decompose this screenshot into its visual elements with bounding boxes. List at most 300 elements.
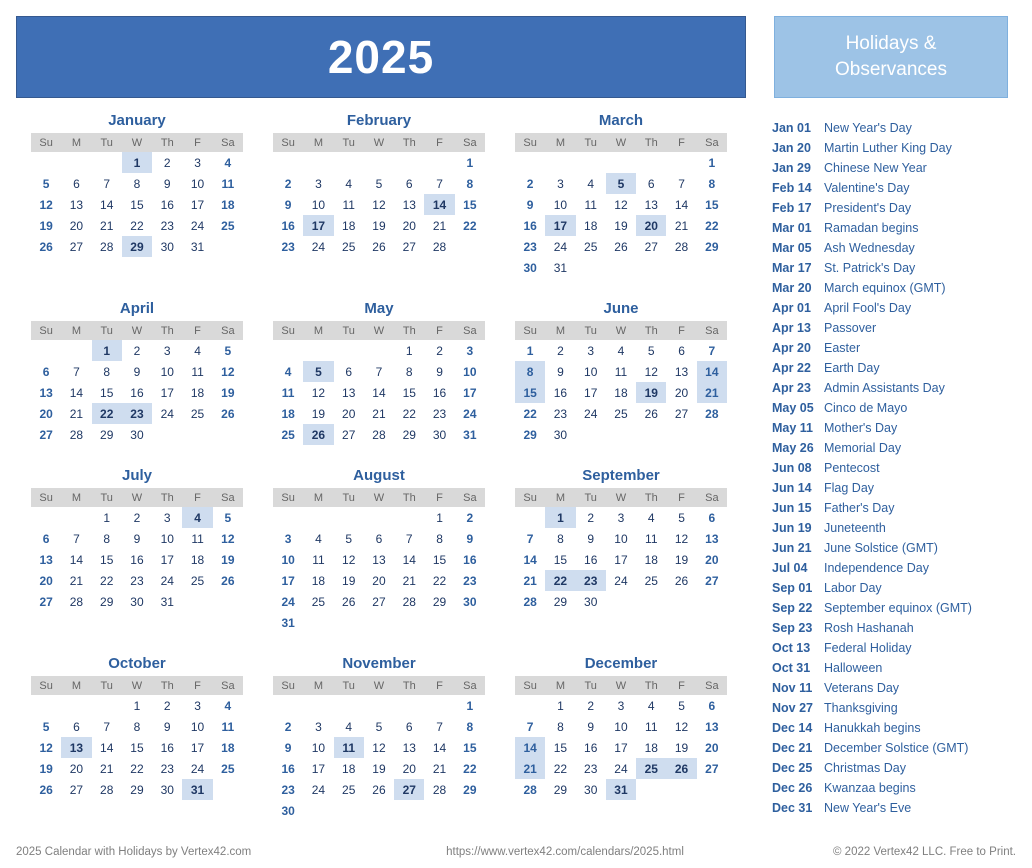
day-cell[interactable]: 4 <box>587 176 595 191</box>
day-cell[interactable]: 25 <box>311 594 326 609</box>
day-cell[interactable]: 10 <box>281 552 295 567</box>
day-cell[interactable]: 29 <box>100 594 114 609</box>
day-cell[interactable]: 18 <box>190 552 205 567</box>
day-cell[interactable]: 22 <box>130 761 144 776</box>
day-cell[interactable]: 20 <box>69 761 84 776</box>
day-cell[interactable]: 9 <box>587 531 595 546</box>
day-cell[interactable]: 17 <box>281 573 295 588</box>
day-cell[interactable]: 24 <box>614 573 628 588</box>
day-cell[interactable]: 4 <box>647 510 655 525</box>
day-cell[interactable]: 14 <box>697 361 727 382</box>
day-cell[interactable]: 23 <box>584 761 598 776</box>
day-cell[interactable]: 17 <box>614 552 628 567</box>
day-cell[interactable]: 16 <box>130 385 144 400</box>
day-cell[interactable]: 25 <box>584 239 598 254</box>
day-cell[interactable]: 23 <box>523 239 537 254</box>
day-cell[interactable]: 19 <box>674 740 689 755</box>
day-cell[interactable]: 7 <box>73 364 80 379</box>
day-cell[interactable]: 22 <box>553 761 568 776</box>
day-cell[interactable]: 19 <box>39 218 53 233</box>
day-cell[interactable]: 25 <box>342 782 356 797</box>
day-cell[interactable]: 8 <box>515 361 545 382</box>
day-cell[interactable]: 20 <box>402 218 416 233</box>
day-cell[interactable]: 18 <box>221 197 235 212</box>
day-cell[interactable]: 22 <box>705 218 719 233</box>
day-cell[interactable]: 1 <box>526 343 534 358</box>
day-cell[interactable]: 3 <box>194 698 201 713</box>
day-cell[interactable]: 10 <box>190 719 205 734</box>
day-cell[interactable]: 26 <box>674 573 689 588</box>
day-cell[interactable]: 14 <box>402 552 416 567</box>
day-cell[interactable]: 26 <box>221 406 235 421</box>
day-cell[interactable]: 14 <box>432 740 447 755</box>
day-cell[interactable]: 16 <box>432 385 447 400</box>
day-cell[interactable]: 4 <box>194 343 201 358</box>
day-cell[interactable]: 27 <box>674 406 689 421</box>
day-cell[interactable]: 11 <box>312 552 325 567</box>
day-cell[interactable]: 23 <box>130 573 144 588</box>
day-cell[interactable]: 12 <box>614 197 628 212</box>
day-cell[interactable]: 26 <box>342 594 356 609</box>
day-cell[interactable]: 6 <box>42 364 50 379</box>
day-cell[interactable]: 3 <box>284 531 292 546</box>
day-cell[interactable]: 18 <box>311 573 326 588</box>
day-cell[interactable]: 13 <box>61 737 91 758</box>
day-cell[interactable]: 2 <box>163 155 171 170</box>
day-cell[interactable]: 9 <box>284 197 292 212</box>
day-cell[interactable]: 29 <box>402 427 416 442</box>
day-cell[interactable]: 21 <box>432 218 447 233</box>
day-cell[interactable]: 5 <box>42 176 50 191</box>
day-cell[interactable]: 28 <box>705 406 719 421</box>
day-cell[interactable]: 27 <box>69 782 84 797</box>
day-cell[interactable]: 7 <box>526 719 534 734</box>
day-cell[interactable]: 20 <box>342 406 356 421</box>
day-cell[interactable]: 11 <box>334 737 364 758</box>
day-cell[interactable]: 23 <box>160 761 174 776</box>
day-cell[interactable]: 5 <box>678 510 685 525</box>
day-cell[interactable]: 4 <box>315 531 322 546</box>
day-cell[interactable]: 11 <box>584 197 597 212</box>
day-cell[interactable]: 15 <box>432 552 447 567</box>
day-cell[interactable]: 24 <box>614 761 628 776</box>
day-cell[interactable]: 7 <box>436 176 443 191</box>
day-cell[interactable]: 1 <box>466 698 474 713</box>
day-cell[interactable]: 1 <box>557 698 564 713</box>
day-cell[interactable]: 23 <box>576 570 606 591</box>
day-cell[interactable]: 27 <box>372 594 386 609</box>
day-cell[interactable]: 19 <box>342 573 356 588</box>
day-cell[interactable]: 13 <box>402 197 416 212</box>
day-cell[interactable]: 29 <box>463 782 477 797</box>
day-cell[interactable]: 16 <box>553 385 568 400</box>
day-cell[interactable]: 30 <box>130 427 144 442</box>
day-cell[interactable]: 31 <box>182 779 212 800</box>
day-cell[interactable]: 15 <box>463 197 477 212</box>
day-cell[interactable]: 29 <box>553 594 568 609</box>
day-cell[interactable]: 29 <box>553 782 568 797</box>
day-cell[interactable]: 15 <box>130 740 144 755</box>
day-cell[interactable]: 8 <box>436 531 443 546</box>
day-cell[interactable]: 1 <box>436 510 443 525</box>
day-cell[interactable]: 5 <box>224 343 232 358</box>
day-cell[interactable]: 1 <box>122 152 152 173</box>
day-cell[interactable]: 13 <box>69 197 84 212</box>
day-cell[interactable]: 12 <box>221 531 235 546</box>
day-cell[interactable]: 29 <box>432 594 447 609</box>
day-cell[interactable]: 6 <box>375 531 383 546</box>
day-cell[interactable]: 27 <box>39 594 53 609</box>
day-cell[interactable]: 15 <box>130 197 144 212</box>
day-cell[interactable]: 31 <box>463 427 477 442</box>
day-cell[interactable]: 9 <box>163 176 171 191</box>
day-cell[interactable]: 12 <box>39 197 53 212</box>
day-cell[interactable]: 19 <box>674 552 689 567</box>
day-cell[interactable]: 6 <box>73 719 80 734</box>
day-cell[interactable]: 31 <box>160 594 174 609</box>
day-cell[interactable]: 9 <box>133 364 141 379</box>
day-cell[interactable]: 31 <box>281 615 295 630</box>
day-cell[interactable]: 6 <box>73 176 80 191</box>
day-cell[interactable]: 13 <box>39 385 53 400</box>
day-cell[interactable]: 12 <box>674 531 689 546</box>
day-cell[interactable]: 6 <box>405 176 413 191</box>
day-cell[interactable]: 18 <box>614 385 628 400</box>
day-cell[interactable]: 24 <box>463 406 477 421</box>
day-cell[interactable]: 17 <box>311 761 326 776</box>
day-cell[interactable]: 16 <box>160 740 174 755</box>
day-cell[interactable]: 30 <box>584 782 598 797</box>
day-cell[interactable]: 17 <box>584 385 598 400</box>
day-cell[interactable]: 14 <box>100 740 114 755</box>
day-cell[interactable]: 26 <box>666 758 696 779</box>
day-cell[interactable]: 11 <box>342 197 355 212</box>
day-cell[interactable]: 23 <box>281 239 295 254</box>
day-cell[interactable]: 6 <box>678 343 685 358</box>
day-cell[interactable]: 27 <box>394 779 424 800</box>
day-cell[interactable]: 1 <box>466 155 474 170</box>
day-cell[interactable]: 10 <box>463 364 477 379</box>
day-cell[interactable]: 25 <box>342 239 356 254</box>
day-cell[interactable]: 24 <box>160 573 174 588</box>
day-cell[interactable]: 29 <box>523 427 537 442</box>
day-cell[interactable]: 3 <box>557 176 564 191</box>
day-cell[interactable]: 7 <box>375 364 383 379</box>
day-cell[interactable]: 8 <box>103 531 111 546</box>
day-cell[interactable]: 20 <box>39 406 53 421</box>
day-cell[interactable]: 7 <box>103 176 111 191</box>
day-cell[interactable]: 15 <box>100 385 114 400</box>
day-cell[interactable]: 21 <box>432 761 447 776</box>
day-cell[interactable]: 7 <box>436 719 443 734</box>
day-cell[interactable]: 22 <box>523 406 537 421</box>
day-cell[interactable]: 29 <box>705 239 719 254</box>
day-cell[interactable]: 15 <box>553 740 568 755</box>
day-cell[interactable]: 3 <box>163 343 171 358</box>
day-cell[interactable]: 21 <box>402 573 416 588</box>
day-cell[interactable]: 4 <box>182 507 212 528</box>
day-cell[interactable]: 11 <box>645 531 658 546</box>
day-cell[interactable]: 12 <box>372 197 386 212</box>
day-cell[interactable]: 8 <box>133 176 141 191</box>
day-cell[interactable]: 13 <box>674 364 689 379</box>
day-cell[interactable]: 22 <box>545 570 575 591</box>
day-cell[interactable]: 9 <box>587 719 595 734</box>
day-cell[interactable]: 20 <box>69 218 84 233</box>
day-cell[interactable]: 13 <box>372 552 386 567</box>
day-cell[interactable]: 28 <box>402 594 416 609</box>
day-cell[interactable]: 11 <box>221 719 235 734</box>
day-cell[interactable]: 1 <box>92 340 122 361</box>
day-cell[interactable]: 20 <box>39 573 53 588</box>
day-cell[interactable]: 13 <box>705 531 719 546</box>
day-cell[interactable]: 17 <box>614 740 628 755</box>
day-cell[interactable]: 5 <box>303 361 333 382</box>
day-cell[interactable]: 21 <box>69 573 84 588</box>
day-cell[interactable]: 28 <box>523 594 537 609</box>
day-cell[interactable]: 25 <box>190 573 205 588</box>
day-cell[interactable]: 8 <box>557 531 564 546</box>
day-cell[interactable]: 13 <box>39 552 53 567</box>
day-cell[interactable]: 25 <box>190 406 205 421</box>
day-cell[interactable]: 26 <box>39 782 53 797</box>
day-cell[interactable]: 17 <box>190 197 205 212</box>
day-cell[interactable]: 19 <box>372 218 386 233</box>
day-cell[interactable]: 23 <box>160 218 174 233</box>
day-cell[interactable]: 22 <box>130 218 144 233</box>
day-cell[interactable]: 10 <box>190 176 205 191</box>
day-cell[interactable]: 21 <box>69 406 84 421</box>
day-cell[interactable]: 13 <box>644 197 658 212</box>
day-cell[interactable]: 26 <box>614 239 628 254</box>
day-cell[interactable]: 15 <box>463 740 477 755</box>
day-cell[interactable]: 26 <box>303 424 333 445</box>
day-cell[interactable]: 17 <box>160 385 174 400</box>
day-cell[interactable]: 15 <box>515 382 545 403</box>
day-cell[interactable]: 4 <box>647 698 655 713</box>
day-cell[interactable]: 8 <box>133 719 141 734</box>
day-cell[interactable]: 19 <box>372 761 386 776</box>
day-cell[interactable]: 18 <box>644 552 658 567</box>
day-cell[interactable]: 1 <box>405 343 413 358</box>
day-cell[interactable]: 6 <box>708 510 716 525</box>
day-cell[interactable]: 23 <box>463 573 477 588</box>
day-cell[interactable]: 11 <box>281 385 295 400</box>
day-cell[interactable]: 5 <box>678 698 685 713</box>
day-cell[interactable]: 29 <box>100 427 114 442</box>
day-cell[interactable]: 26 <box>221 573 235 588</box>
day-cell[interactable]: 31 <box>606 779 636 800</box>
day-cell[interactable]: 2 <box>587 698 595 713</box>
day-cell[interactable]: 14 <box>100 197 114 212</box>
day-cell[interactable]: 20 <box>636 215 666 236</box>
day-cell[interactable]: 24 <box>311 782 326 797</box>
day-cell[interactable]: 12 <box>39 740 53 755</box>
day-cell[interactable]: 28 <box>69 594 84 609</box>
day-cell[interactable]: 16 <box>281 761 295 776</box>
day-cell[interactable]: 22 <box>463 218 477 233</box>
day-cell[interactable]: 18 <box>281 406 295 421</box>
day-cell[interactable]: 29 <box>130 782 144 797</box>
day-cell[interactable]: 28 <box>432 782 447 797</box>
day-cell[interactable]: 17 <box>545 215 575 236</box>
day-cell[interactable]: 7 <box>405 531 413 546</box>
day-cell[interactable]: 23 <box>281 782 295 797</box>
day-cell[interactable]: 8 <box>557 719 564 734</box>
day-cell[interactable]: 1 <box>133 698 141 713</box>
day-cell[interactable]: 20 <box>402 761 416 776</box>
day-cell[interactable]: 3 <box>194 155 201 170</box>
day-cell[interactable]: 26 <box>372 239 386 254</box>
day-cell[interactable]: 2 <box>557 343 564 358</box>
day-cell[interactable]: 7 <box>103 719 111 734</box>
day-cell[interactable]: 25 <box>221 218 235 233</box>
day-cell[interactable]: 7 <box>526 531 534 546</box>
day-cell[interactable]: 20 <box>705 740 719 755</box>
day-cell[interactable]: 21 <box>697 382 727 403</box>
day-cell[interactable]: 11 <box>191 531 204 546</box>
day-cell[interactable]: 12 <box>644 364 658 379</box>
day-cell[interactable]: 12 <box>674 719 689 734</box>
day-cell[interactable]: 16 <box>523 218 537 233</box>
day-cell[interactable]: 30 <box>463 594 477 609</box>
day-cell[interactable]: 17 <box>190 740 205 755</box>
day-cell[interactable]: 9 <box>466 531 474 546</box>
day-cell[interactable]: 2 <box>163 698 171 713</box>
day-cell[interactable]: 1 <box>103 510 111 525</box>
day-cell[interactable]: 20 <box>372 573 386 588</box>
day-cell[interactable]: 5 <box>647 343 655 358</box>
day-cell[interactable]: 30 <box>432 427 447 442</box>
day-cell[interactable]: 14 <box>515 737 545 758</box>
day-cell[interactable]: 8 <box>103 364 111 379</box>
day-cell[interactable]: 11 <box>645 719 658 734</box>
day-cell[interactable]: 6 <box>708 698 716 713</box>
day-cell[interactable]: 25 <box>221 761 235 776</box>
day-cell[interactable]: 21 <box>515 758 545 779</box>
day-cell[interactable]: 27 <box>402 239 416 254</box>
day-cell[interactable]: 20 <box>674 385 689 400</box>
day-cell[interactable]: 14 <box>424 194 454 215</box>
day-cell[interactable]: 14 <box>372 385 386 400</box>
day-cell[interactable]: 19 <box>311 406 326 421</box>
day-cell[interactable]: 14 <box>69 552 84 567</box>
day-cell[interactable]: 2 <box>466 510 474 525</box>
day-cell[interactable]: 7 <box>73 531 80 546</box>
day-cell[interactable]: 5 <box>345 531 353 546</box>
day-cell[interactable]: 21 <box>372 406 386 421</box>
day-cell[interactable]: 12 <box>311 385 326 400</box>
day-cell[interactable]: 29 <box>122 236 152 257</box>
day-cell[interactable]: 3 <box>617 698 625 713</box>
day-cell[interactable]: 26 <box>644 406 658 421</box>
day-cell[interactable]: 5 <box>42 719 50 734</box>
day-cell[interactable]: 7 <box>708 343 716 358</box>
day-cell[interactable]: 28 <box>69 427 84 442</box>
day-cell[interactable]: 6 <box>42 531 50 546</box>
day-cell[interactable]: 16 <box>584 740 598 755</box>
day-cell[interactable]: 18 <box>342 761 356 776</box>
day-cell[interactable]: 28 <box>523 782 537 797</box>
day-cell[interactable]: 10 <box>160 364 174 379</box>
day-cell[interactable]: 19 <box>39 761 53 776</box>
day-cell[interactable]: 25 <box>636 758 666 779</box>
day-cell[interactable]: 2 <box>133 510 141 525</box>
day-cell[interactable]: 10 <box>584 364 598 379</box>
day-cell[interactable]: 5 <box>606 173 636 194</box>
day-cell[interactable]: 14 <box>674 197 689 212</box>
day-cell[interactable]: 3 <box>466 343 474 358</box>
day-cell[interactable]: 4 <box>617 343 625 358</box>
day-cell[interactable]: 15 <box>705 197 719 212</box>
day-cell[interactable]: 30 <box>281 803 295 818</box>
day-cell[interactable]: 23 <box>553 406 568 421</box>
day-cell[interactable]: 24 <box>160 406 174 421</box>
day-cell[interactable]: 14 <box>69 385 84 400</box>
day-cell[interactable]: 4 <box>345 176 353 191</box>
day-cell[interactable]: 31 <box>190 239 205 254</box>
day-cell[interactable]: 16 <box>584 552 598 567</box>
day-cell[interactable]: 22 <box>92 403 122 424</box>
day-cell[interactable]: 3 <box>315 176 322 191</box>
day-cell[interactable]: 25 <box>614 406 628 421</box>
day-cell[interactable]: 21 <box>100 761 114 776</box>
day-cell[interactable]: 28 <box>100 239 114 254</box>
day-cell[interactable]: 18 <box>190 385 205 400</box>
day-cell[interactable]: 24 <box>281 594 295 609</box>
day-cell[interactable]: 5 <box>224 510 232 525</box>
day-cell[interactable]: 2 <box>526 176 534 191</box>
day-cell[interactable]: 23 <box>122 403 152 424</box>
day-cell[interactable]: 11 <box>614 364 628 379</box>
day-cell[interactable]: 10 <box>160 531 174 546</box>
day-cell[interactable]: 26 <box>372 782 386 797</box>
day-cell[interactable]: 22 <box>432 573 447 588</box>
day-cell[interactable]: 10 <box>311 197 326 212</box>
day-cell[interactable]: 20 <box>705 552 719 567</box>
day-cell[interactable]: 8 <box>708 176 716 191</box>
day-cell[interactable]: 10 <box>311 740 326 755</box>
day-cell[interactable]: 11 <box>221 176 235 191</box>
day-cell[interactable]: 22 <box>402 406 416 421</box>
day-cell[interactable]: 18 <box>644 740 658 755</box>
day-cell[interactable]: 14 <box>523 552 537 567</box>
day-cell[interactable]: 30 <box>553 427 568 442</box>
day-cell[interactable]: 17 <box>160 552 174 567</box>
day-cell[interactable]: 28 <box>432 239 447 254</box>
day-cell[interactable]: 15 <box>100 552 114 567</box>
day-cell[interactable]: 11 <box>191 364 204 379</box>
day-cell[interactable]: 30 <box>160 782 174 797</box>
day-cell[interactable]: 12 <box>342 552 356 567</box>
day-cell[interactable]: 24 <box>190 761 205 776</box>
day-cell[interactable]: 27 <box>705 573 719 588</box>
day-cell[interactable]: 3 <box>587 343 595 358</box>
day-cell[interactable]: 30 <box>584 594 598 609</box>
day-cell[interactable]: 8 <box>466 719 474 734</box>
day-cell[interactable]: 3 <box>617 510 625 525</box>
day-cell[interactable]: 21 <box>100 218 114 233</box>
day-cell[interactable]: 9 <box>133 531 141 546</box>
day-cell[interactable]: 22 <box>100 573 114 588</box>
day-cell[interactable]: 31 <box>553 260 568 275</box>
day-cell[interactable]: 28 <box>674 239 689 254</box>
day-cell[interactable]: 2 <box>436 343 443 358</box>
day-cell[interactable]: 16 <box>130 552 144 567</box>
day-cell[interactable]: 17 <box>303 215 333 236</box>
day-cell[interactable]: 21 <box>674 218 689 233</box>
day-cell[interactable]: 4 <box>224 155 232 170</box>
